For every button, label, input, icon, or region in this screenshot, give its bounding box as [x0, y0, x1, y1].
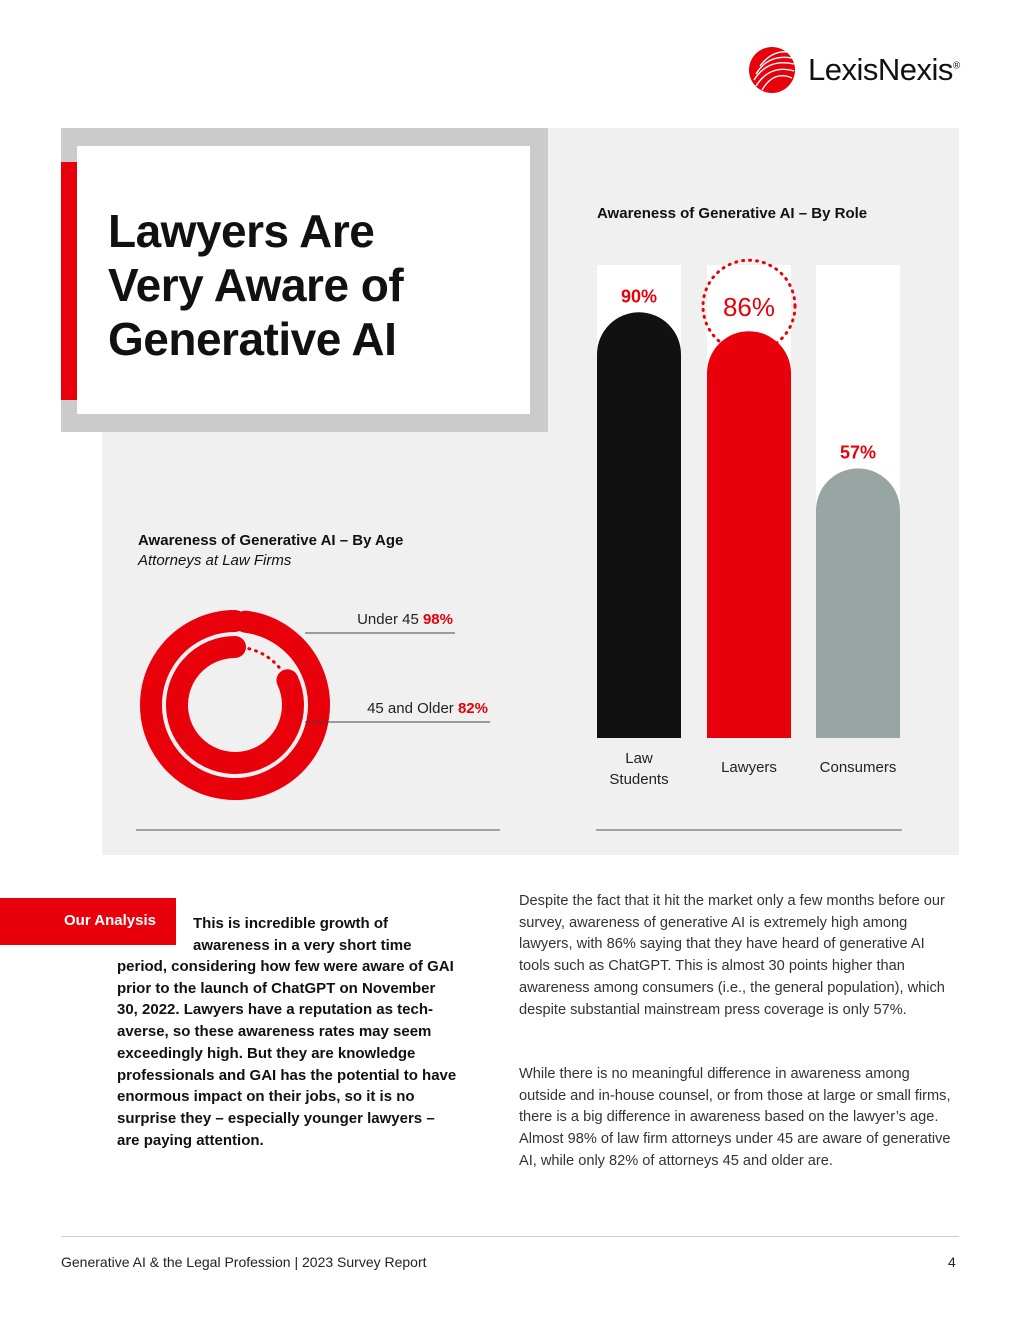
- body-paragraph-2: While there is no meaningful difference in awareness among outside and in-house counsel, or from those at large or small firms, there is a big difference in awareness based on the lawyer’s age. Almost 98% of law firm attorneys under 45 are aware of generative AI, while only 82% of attorneys 45 and older are.: [519, 1066, 951, 1169]
- page-number: 4: [948, 1254, 956, 1270]
- title-accent-bar: [61, 162, 77, 400]
- bar-law-students: [597, 312, 681, 738]
- donut-category-label: 45 and Older 82%: [367, 700, 488, 717]
- body-paragraph-1: Despite the fact that it hit the market only a few months before our survey, awareness of generative AI is extremely high among lawyers, with 86% saying that they have heard of generative AI tools such as ChatGPT. This is almost 30 points higher than awareness among consumers (i.e., the general population), which despite substantial mainstream press coverage is only 57%.: [519, 893, 945, 1018]
- bar-value-label: 90%: [620, 286, 658, 307]
- category-label: Consumers: [819, 759, 897, 776]
- analysis-body-text: period, considering how few were aware of GAI prior to the launch of ChatGPT on November 30, 2022. Lawyers have a reputation as tech-averse, so these awareness rates may seem exceedingly high. But they are knowledge professionals and GAI has the potential to have enormous impact on their jobs, so it is no surprise they – especially younger lawyers – are paying attention.: [117, 958, 457, 1149]
- category-label: Lawyers: [721, 759, 777, 776]
- age-chart-title: Awareness of Generative AI – By Age: [138, 532, 404, 549]
- bar-value-label: 86%: [722, 292, 776, 323]
- bar-value-label: 57%: [839, 442, 877, 463]
- donut-category-label: Under 45 98%: [357, 611, 453, 628]
- bar-lawyers: [707, 331, 791, 738]
- role-chart-title: Awareness of Generative AI – By Role: [597, 205, 868, 222]
- category-label: Students: [609, 771, 669, 788]
- brand-name: LexisNexis®: [808, 52, 960, 87]
- age-chart-subtitle: Attorneys at Law Firms: [138, 552, 292, 569]
- analysis-tag-label: Our Analysis: [64, 912, 156, 929]
- analysis-lead-text: This is incredible growth of awareness in a very short time: [193, 915, 412, 954]
- page-title: Lawyers Are Very Aware of Generative AI: [108, 205, 404, 365]
- footer-divider: [61, 1236, 959, 1237]
- category-label: Law: [625, 750, 653, 767]
- role-bar-chart: [580, 240, 940, 840]
- bar-consumers: [816, 468, 900, 738]
- footer-text: Generative AI & the Legal Profession | 2023 Survey Report: [61, 1254, 427, 1270]
- age-donut-chart: [120, 590, 520, 840]
- donut-ring-45-and-older: [177, 647, 293, 763]
